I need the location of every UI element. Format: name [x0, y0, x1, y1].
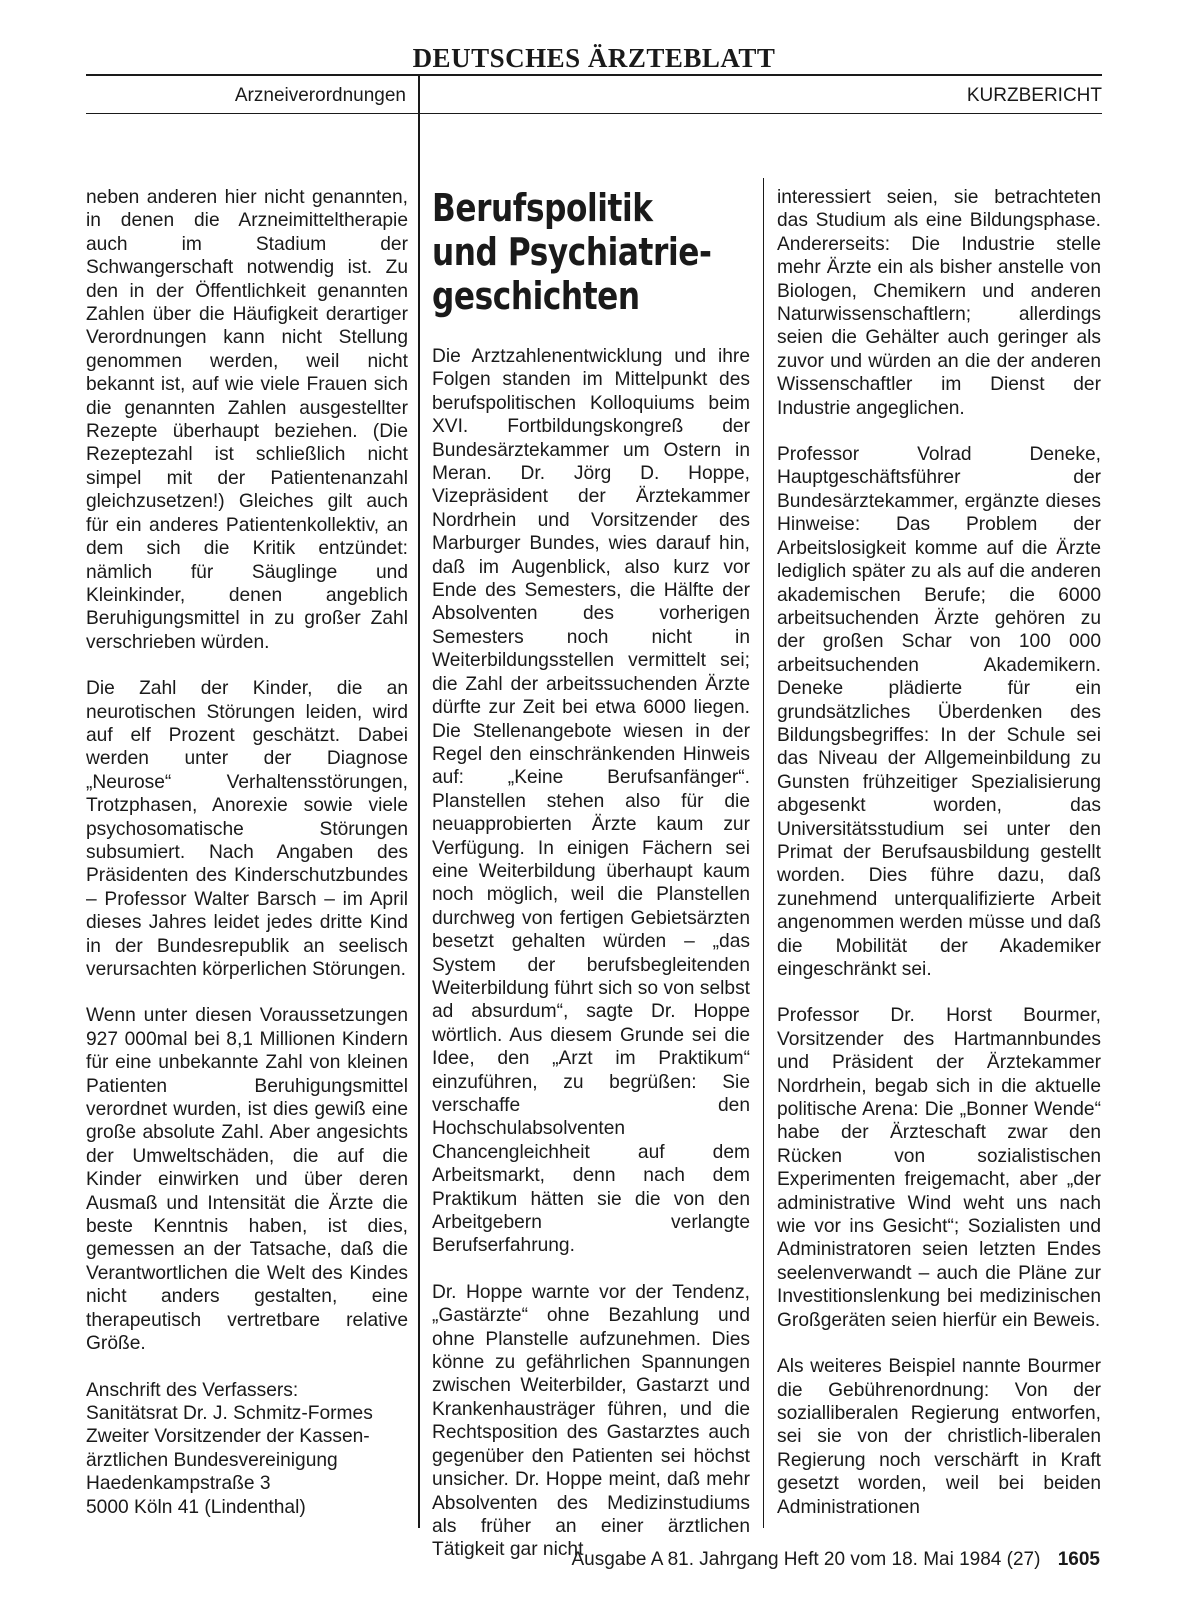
masthead: DEUTSCHES ÄRZTEBLATT	[412, 43, 776, 73]
col3-paragraph-3: Professor Dr. Horst Bourmer, Vorsitzender des Hartmannbundes und Präsident der Ärztekammer Nordrhein, begab sich in die aktuelle politische Arena: Die „Bonner Wende“ habe der Ärzteschaft zwar den Rücken von sozialistischen Experimenten freigemacht, aber „der administrative Wind weht uns nach wie vor ins Gesicht“; Sozialisten und Administratoren seien letzten Endes seelenverwandt – auch die Pläne zur Investitionslenkung bei medizinischen Großgeräten seien hierfür ein Beweis.	[777, 1005, 1101, 1331]
page-footer	[450, 1548, 1100, 1572]
page-number: 1605	[1057, 1549, 1100, 1570]
section-label-right: KURZBERICHT	[966, 85, 1102, 106]
col2-paragraph-2: Dr. Hoppe warnte vor der Tendenz, „Gastärzte“ ohne Bezahlung und ohne Planstelle aufzunehmen. Dies könne zu gefährlichen Spannungen zwischen Weiterbilder, Gastarzt und Krankenhausträger führen, und die Rechtsposition des Gastarztes auch gegenüber den Patienten sei höchst unsicher. Dr. Hoppe meint, daß mehr Absolventen des Medizinstudiums als früher an einer ärztlichen Tätigkeit gar nicht	[432, 1281, 750, 1561]
address-line: Haedenkampstraße 3	[86, 1473, 271, 1495]
headline-line: und Psychiatrie-	[432, 230, 712, 274]
column-2	[432, 345, 750, 1585]
column-3	[777, 186, 1101, 1542]
address-line: Anschrift des Verfassers:	[86, 1379, 299, 1401]
headline-line: geschichten	[432, 274, 640, 318]
section-rule	[86, 113, 1102, 114]
column-divider-left	[418, 76, 420, 1528]
section-label-left: Arzneiverordnungen	[234, 85, 406, 106]
address-line: Zweiter Vorsitzender der Kassen-	[86, 1426, 370, 1448]
col3-paragraph-2: Professor Volrad Deneke, Hauptgeschäftsführer der Bundesärztekammer, ergänzte dieses Hinweise: Das Problem der Arbeitslosigkeit komme auf die Ärzte lediglich später zu als auf die anderen akademischen Berufe; die 6000 arbeitsuchenden Ärzte gehören zu der großen Schar von 100 000 arbeitsuchenden Akademikern. Deneke plädierte für ein grundsätzliches Überdenken des Bildungsbegriffes: In der Schule sei das Niveau der Allgemeinbildung zu Gunsten frühzeitiger Spezialisierung abgesenkt worden, das Universitätsstudium sei unter den Primat der Berufsausbildung gestellt worden. Dies führe dazu, daß zunehmend unterqualifizierte Arbeit angenommen werden müsse und daß die Mobilität der Akademiker eingeschränkt sei.	[777, 444, 1101, 980]
col1-paragraph-1: neben anderen hier nicht genannten, in denen die Arzneimitteltherapie auch im Stadium der Schwangerschaft notwendig ist. Zu den in der Öffentlichkeit genannten Zahlen über die Häufigkeit derartiger Verordnungen kann nicht Stellung genommen werden, weil nicht bekannt ist, auf wie viele Frauen sich die genannten Zahlen ausgestellter Rezepte überhaupt beziehen. (Die Rezeptezahl ist schließlich nicht simpel mit der Patientenanzahl gleichzusetzen!) Gleiches gilt auch für ein anderes Patientenkollektiv, an dem sich die Kritik entzündet: nämlich für Säuglinge und Kleinkinder, denen angeblich Beruhigungsmittel in zu großer Zahl verschrieben würden.	[86, 187, 408, 653]
issue-info: Ausgabe A 81. Jahrgang Heft 20 vom 18. Mai 1984 (27)	[571, 1549, 1041, 1570]
article-headline	[432, 186, 712, 318]
address-line: ärztlichen Bundesvereinigung	[86, 1449, 338, 1471]
masthead-rule	[86, 74, 1102, 76]
col3-paragraph-4: Als weiteres Beispiel nannte Bourmer die Gebührenordnung: Von der sozialliberalen Regierung entworfen, sei sie von der christlich-liberalen Regierung noch verschärft in Kraft gesetzt worden, weil bei beiden Administrationen	[777, 1356, 1101, 1518]
author-address	[86, 1379, 408, 1519]
col3-paragraph-1: interessiert seien, sie betrachteten das Studium als eine Bildungsphase. Andererseits: Die Industrie stelle mehr Ärzte ein als bisher anstelle von Biologen, Chemikern und anderen Naturwissenschaftlern; allerdings seien die Gehälter auch geringer als zuvor und würden an die der anderen Wissenschaftler im Dienst der Industrie angeglichen.	[777, 187, 1101, 419]
column-1	[86, 186, 408, 1519]
address-line: 5000 Köln 41 (Lindenthal)	[86, 1496, 306, 1518]
col1-paragraph-3: Wenn unter diesen Voraussetzungen 927 000mal bei 8,1 Millionen Kindern für eine unbekannte Zahl von kleinen Patienten Beruhigungsmittel verordnet wurden, ist dies gewiß eine große absolute Zahl. Aber angesichts der Umweltschäden, die auf die Kinder einwirken und über deren Ausmaß und Intensität die Ärzte die beste Kenntnis haben, ist dies, gemessen an der Tatsache, daß die Verantwortlichen die Welt des Kindes nicht anders gestalten, eine therapeutisch vertretbare relative Größe.	[86, 1005, 408, 1355]
address-line: Sanitätsrat Dr. J. Schmitz-Formes	[86, 1402, 373, 1424]
headline-line: Berufspolitik	[432, 186, 653, 230]
col1-paragraph-2: Die Zahl der Kinder, die an neurotischen Störungen leiden, wird auf elf Prozent geschätzt. Dabei werden unter der Diagnose „Neurose“ Verhaltensstörungen, Trotzphasen, Anorexie sowie viele psychosomatische Störungen subsumiert. Nach Angaben des Präsidenten des Kinderschutzbundes – Professor Walter Barsch – im April dieses Jahres leidet jedes dritte Kind in der Bundesrepublik an seelisch verursachten körperlichen Störungen.	[86, 678, 408, 980]
col2-paragraph-1: Die Arztzahlenentwicklung und ihre Folgen standen im Mittelpunkt des berufspolitischen Kolloquiums beim XVI. Fortbildungskongreß der Bundesärztekammer um Ostern in Meran. Dr. Jörg D. Hoppe, Vizepräsident der Ärztekammer Nordrhein und Vorsitzender des Marburger Bundes, wies darauf hin, daß im Augenblick, also kurz vor Ende des Semesters, die Hälfte der Absolventen des vorherigen Semesters noch nicht in Weiterbildungsstellen vermittelt sei; die Zahl der arbeitssuchenden Ärzte dürfte zur Zeit bei etwa 6000 liegen. Die Stellenangebote wiesen in der Regel den einschränkenden Hinweis auf: „Keine Berufsanfänger“. Planstellen stehen also für die neuapprobierten Ärzte kaum zur Verfügung. In einigen Fächern sei eine Weiterbildung überhaupt kaum noch möglich, weil die Planstellen durchweg von fertigen Gebietsärzten besetzt gehalten würden – „das System der berufsbegleitenden Weiterbildung führt sich so von selbst ad absurdum“, sagte Dr. Hoppe wörtlich. Aus diesem Grunde sei die Idee, den „Arzt im Praktikum“ einzuführen, zu begrüßen: Sie verschaffe den Hochschulabsolventen Chancengleichheit auf dem Arbeitsmarkt, denn nach dem Praktikum hätten sie die von den Arbeitgebern verlangte Berufserfahrung.	[432, 346, 750, 1257]
column-divider-right	[763, 178, 764, 1528]
